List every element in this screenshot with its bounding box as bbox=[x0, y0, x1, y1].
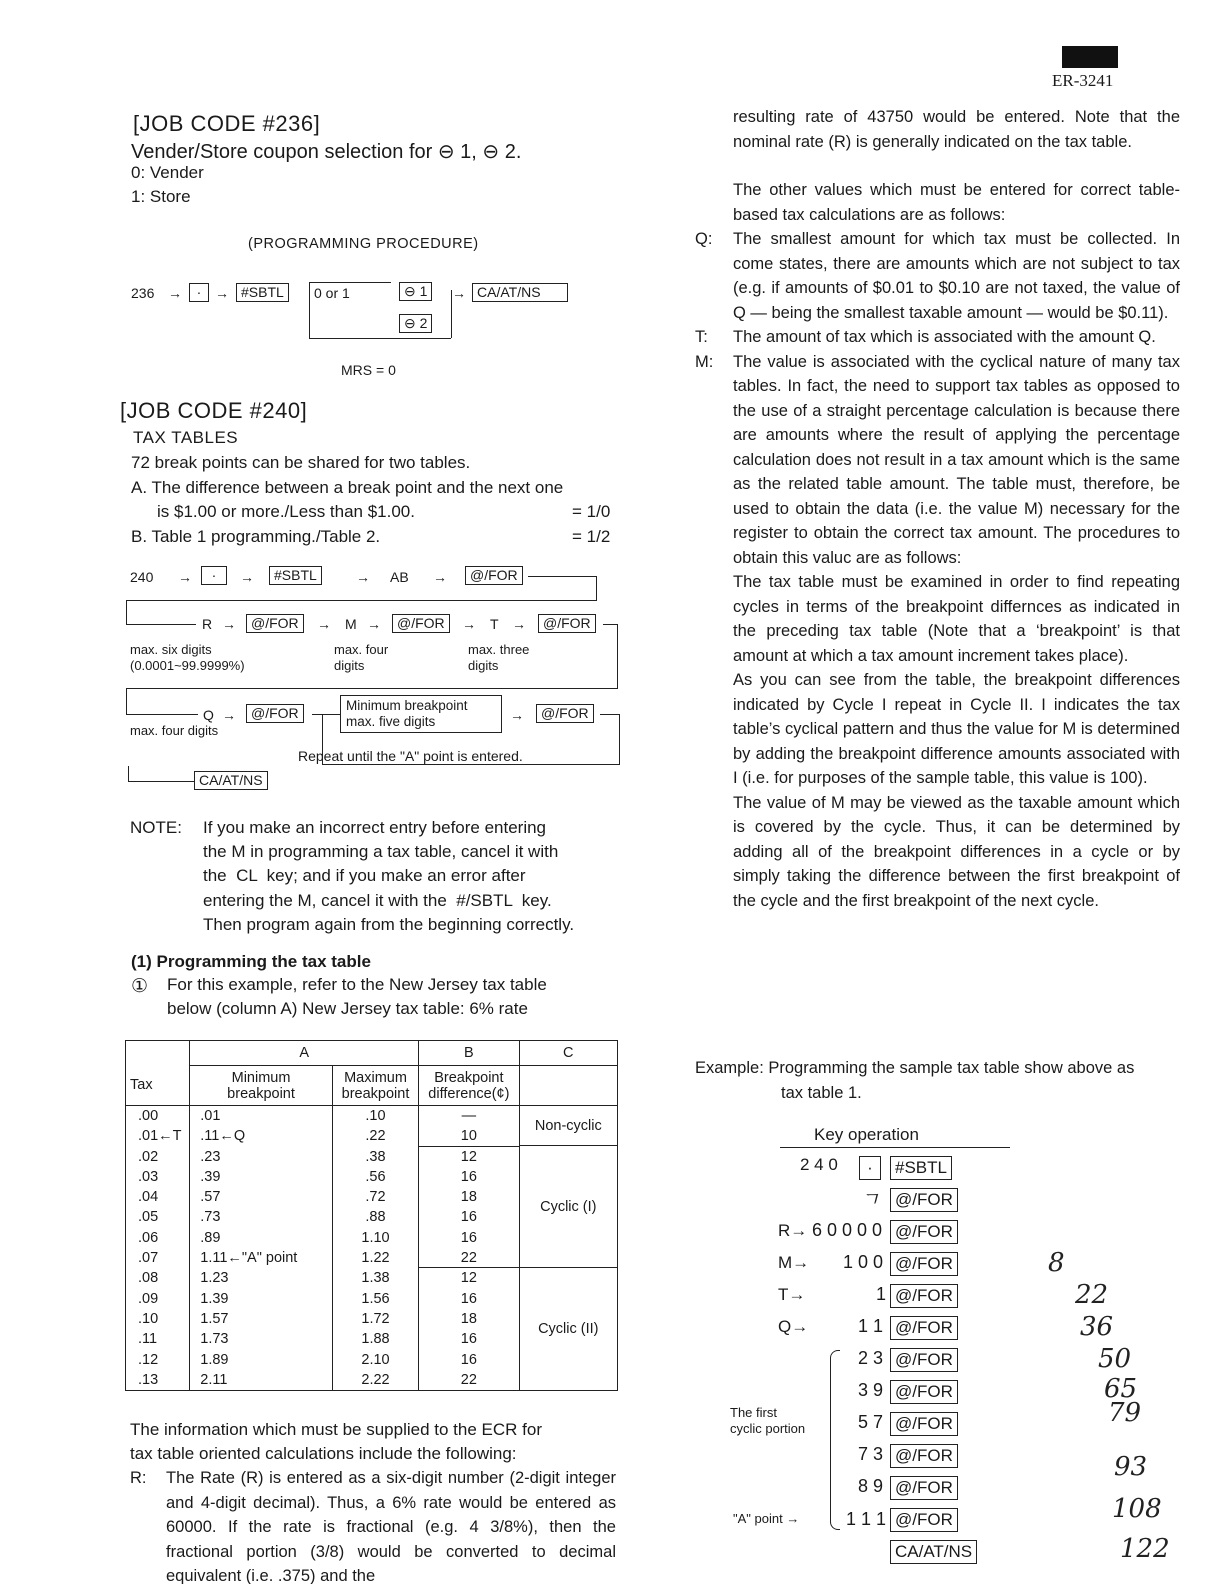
def-q-row bbox=[695, 227, 1180, 325]
flow240-row3-lead bbox=[126, 714, 198, 715]
note-line1: If you make an incorrect entry before entering bbox=[203, 818, 547, 837]
keyop-t-label: T→ bbox=[778, 1285, 806, 1304]
flow236-arrow2: → bbox=[215, 285, 229, 301]
note-line2: the M in programming a tax table, cancel it with bbox=[203, 842, 559, 861]
keyop-cyclic-value: 7 3 bbox=[858, 1444, 884, 1464]
keyop-first-cyclic-2: cyclic portion bbox=[730, 1421, 806, 1436]
keyop-cyclic-value: 8 9 bbox=[858, 1476, 884, 1496]
note-line3: the CL key; and if you make an error after bbox=[203, 866, 526, 885]
handwritten-note: 8 bbox=[1048, 1248, 1065, 1278]
tax-table-tax-col bbox=[126, 1106, 190, 1391]
section1-step2: below (column A) New Jersey tax table: 6% rate bbox=[167, 999, 528, 1018]
max-cell: 2.22 bbox=[361, 1371, 390, 1388]
tax-table-col-c: C bbox=[519, 1041, 617, 1066]
flow236-arrow1: → bbox=[168, 285, 182, 301]
keyop-caat-key: CA/AT/NS bbox=[890, 1540, 977, 1564]
max-cell: 1.10 bbox=[361, 1229, 390, 1246]
def-m-text bbox=[733, 350, 1180, 914]
tax-table-c-col bbox=[519, 1106, 617, 1391]
keyop-dot-key: · bbox=[859, 1156, 881, 1180]
flow240-q-note: max. four digits bbox=[130, 723, 219, 738]
flow240-ab: AB bbox=[390, 569, 409, 585]
handwritten-note: 36 bbox=[1080, 1312, 1114, 1342]
def-t-label: T: bbox=[695, 328, 708, 346]
tax-table-header-row bbox=[126, 1066, 618, 1106]
max-cell: .22 bbox=[365, 1128, 386, 1145]
tax-table-header-bp2: difference(¢) bbox=[428, 1085, 510, 1102]
max-cell: 2.10 bbox=[361, 1351, 390, 1368]
min-cell: .89 bbox=[200, 1229, 221, 1246]
keyop-hand-mark-ab: ㄱ bbox=[860, 1187, 880, 1211]
flow236-loop-left bbox=[309, 282, 310, 338]
model-logo-block bbox=[1062, 46, 1118, 68]
min-cell: 1.89 bbox=[200, 1351, 229, 1368]
min-cell: 1.11←"A" point bbox=[200, 1250, 298, 1267]
tax-cell: .03 bbox=[138, 1168, 159, 1185]
flow240-r-note1: max. six digits bbox=[130, 642, 212, 657]
keyop-for-key-cyclic: @/FOR bbox=[890, 1380, 958, 1404]
programming-procedure-title: (PROGRAMMING PROCEDURE) bbox=[248, 236, 479, 252]
flow240-arrow-q: → bbox=[222, 707, 236, 723]
flow240-arrow-t0: → bbox=[462, 616, 476, 632]
diff-cell: 22 bbox=[460, 1371, 477, 1388]
flow240-for-key-1: @/FOR bbox=[465, 566, 523, 585]
job240-lineA-value: = 1/0 bbox=[572, 502, 611, 521]
keyop-r-value: 6 0 0 0 0 bbox=[812, 1220, 883, 1240]
info-intro1: The information which must be supplied to the ECR for bbox=[130, 1420, 542, 1439]
info-r-row bbox=[130, 1466, 616, 1584]
tax-table-group-row bbox=[126, 1041, 618, 1066]
job236-subtitle: Vender/Store coupon selection for ⊖ 1, ⊖ 2. bbox=[131, 141, 522, 163]
flow240-t: T bbox=[490, 616, 499, 632]
flow240-connector-2l bbox=[126, 688, 127, 714]
keyop-cyclic-value: 2 3 bbox=[858, 1348, 884, 1368]
def-q-label: Q: bbox=[695, 230, 713, 248]
flow240-dot-key: · bbox=[201, 566, 227, 585]
example-text-2: tax table 1. bbox=[781, 1084, 862, 1102]
flow240-row2-lead bbox=[126, 624, 196, 625]
tax-cell: .09 bbox=[138, 1290, 159, 1307]
diff-cell: 18 bbox=[460, 1189, 477, 1206]
tax-cell: .04 bbox=[138, 1189, 159, 1206]
job236-title: [JOB CODE #236] bbox=[133, 111, 321, 136]
keyop-a-value: 1 1 1 bbox=[846, 1509, 887, 1529]
flow240-arrow4: → bbox=[433, 569, 447, 585]
tax-table-header-bp1: Breakpoint bbox=[434, 1069, 504, 1086]
flow240-for-key-r: @/FOR bbox=[246, 614, 304, 633]
tax-table-corner bbox=[126, 1041, 190, 1066]
tax-table-header-min2: breakpoint bbox=[227, 1085, 295, 1102]
keyop-for-key-r: @/FOR bbox=[890, 1220, 958, 1244]
keyop-q-value: 1 1 bbox=[858, 1316, 884, 1336]
handwritten-note: 108 bbox=[1112, 1494, 1162, 1524]
min-cell: .73 bbox=[200, 1209, 221, 1226]
right-other-values: The other values which must be entered for correct table-based tax calculations are as follows: bbox=[733, 181, 1180, 224]
flow240-connector-1b bbox=[126, 600, 597, 601]
tax-table-header-max2: breakpoint bbox=[341, 1085, 410, 1102]
flow236-arrow3: → bbox=[452, 285, 466, 301]
flow240-arrow-t: → bbox=[512, 616, 526, 632]
def-m-label: M: bbox=[695, 352, 714, 371]
flow240-r: R bbox=[202, 616, 213, 632]
min-cell: 2.11 bbox=[200, 1371, 228, 1388]
tax-cell: .07 bbox=[138, 1250, 159, 1267]
flow240-arrow-m0: → bbox=[317, 616, 331, 632]
flow236-mrs: MRS = 0 bbox=[341, 362, 396, 378]
right-definitions bbox=[695, 227, 1180, 913]
def-m-p1: The value is associated with the cyclical nature of many tax tables. In fact, the need to support tax tables as opposed to the use of a straight percentage calculation is because there are amounts where the result of applying the percentage calculation does not result in a tax amount which is the same as the related table amount. The table must, therefore, be used to obtain the data (i.e. the value M) necessary for the register to obtain the correct tax amount. The procedures to obtain this valuc are as follows: bbox=[733, 352, 1180, 567]
keyop-row-code bbox=[800, 1155, 838, 1175]
def-m-p4: The value of M may be viewed as the taxable amount which is covered by the cycle. Thus, it can be determined by adding all of the breakpoint differences in a cycle or by simply taking the difference between the first breakpoint of the cycle and the first breakpoint of the next cycle. bbox=[733, 793, 1180, 910]
flow236-minus2-key: ⊖ 2 bbox=[399, 314, 432, 333]
tax-cell: .01←T bbox=[138, 1128, 182, 1145]
keyop-brace bbox=[830, 1350, 840, 1530]
flow240-end-v bbox=[128, 766, 129, 782]
min-cell: 1.23 bbox=[200, 1270, 229, 1287]
keyop-a-point: "A" point → bbox=[733, 1511, 800, 1526]
flow236-loop-bottom bbox=[309, 338, 451, 339]
handwritten-note: 65 bbox=[1104, 1374, 1138, 1404]
tax-cell: .05 bbox=[138, 1209, 159, 1226]
max-cell: 1.22 bbox=[361, 1250, 390, 1267]
job236-option-1: 1: Store bbox=[131, 187, 191, 206]
flow240-repeat-right bbox=[619, 714, 620, 765]
diff-cell: 16 bbox=[460, 1351, 477, 1368]
note-line4: entering the M, cancel it with the #/SBTL key. bbox=[203, 891, 552, 910]
keyop-title: Key operation bbox=[814, 1125, 919, 1144]
flow240-connector-1l bbox=[126, 600, 127, 624]
handwritten-note: 50 bbox=[1098, 1344, 1132, 1374]
def-m-p2: The tax table must be examined in order to find repeating cycles in terms of the breakpoint differnces as indicated in the preceding tax table (Note that a ‘breakpoint’ is that amount at which a tax amount increment takes place). bbox=[733, 573, 1180, 665]
tax-table-header-min1: Minimum bbox=[231, 1069, 291, 1086]
keyop-code: 2 4 0 bbox=[800, 1155, 838, 1174]
flow240-sbtl-key: #SBTL bbox=[269, 566, 322, 585]
keyop-t-value: 1 bbox=[876, 1284, 887, 1304]
tax-table bbox=[125, 1040, 618, 1391]
max-cell: 1.88 bbox=[361, 1331, 390, 1348]
def-m-p3: As you can see from the table, the breakpoint differences indicated by Cycle I repeat in Cycle II. I indicates the tax table’s cyclical pattern and thus the value for M is determined by adding the breakpoint difference amounts associated with I (i.e. for purposes of the sample table, this value is 100). bbox=[733, 671, 1180, 787]
tax-cell: .13 bbox=[138, 1371, 159, 1388]
flow240-connector-1v bbox=[596, 576, 597, 600]
flow240-minbp-split bbox=[312, 714, 340, 715]
flow240-minbp-box bbox=[340, 695, 502, 733]
example-text: Programming the sample tax table show above as bbox=[768, 1059, 1135, 1077]
info-r-def bbox=[130, 1466, 616, 1584]
tax-table-diff-col bbox=[419, 1106, 519, 1391]
info-r-text: The Rate (R) is entered as a six-digit number (2-digit integer and 4-digit decimal). Thus, a 6% rate would be entered as 60000. If the rate is fractional (e.g. 4 3/8%), then the fractional portion (3/8) would be converted to decimal equivalent (i.e. .375) and the bbox=[166, 1469, 616, 1584]
min-cell: .11←Q bbox=[200, 1128, 246, 1145]
def-q-text: The smallest amount for which tax must be collected. In come states, there are amounts which are not subject to tax (e.g. if amounts of $0.01 to $0.10 are not taxed, the value of Q — being the smallest taxable amount — would be $0.11). bbox=[733, 230, 1180, 322]
note-label: NOTE: bbox=[130, 818, 182, 837]
flow240-q: Q bbox=[203, 707, 214, 723]
keyop-cyclic-value: 5 7 bbox=[858, 1412, 884, 1432]
max-cell: 1.56 bbox=[361, 1290, 390, 1307]
handwritten-note: 93 bbox=[1114, 1452, 1148, 1482]
keyop-for-key-m: @/FOR bbox=[890, 1252, 958, 1276]
job240-lineB-value: = 1/2 bbox=[572, 527, 611, 546]
keyop-m-label: M→ bbox=[778, 1253, 810, 1272]
flow236-dot-key: · bbox=[189, 283, 209, 302]
def-t-text: The amount of tax which is associated with the amount Q. bbox=[733, 328, 1156, 346]
tax-cell: .12 bbox=[138, 1351, 159, 1368]
flow236-minus1-key: ⊖ 1 bbox=[399, 282, 432, 301]
keyop-first-cyclic-1: The first bbox=[730, 1405, 777, 1420]
tax-table-header-max1: Maximum bbox=[344, 1069, 407, 1086]
tax-table-header-tax: Tax bbox=[126, 1066, 190, 1106]
job240-lineA: A. The difference between a break point and the next one bbox=[131, 478, 564, 497]
min-cell: .39 bbox=[200, 1168, 221, 1185]
flow240-connector-1h bbox=[528, 576, 596, 577]
info-r-label: R: bbox=[130, 1469, 147, 1487]
flow236-code: 236 bbox=[131, 285, 155, 301]
flow240-minbp-line1: Minimum breakpoint bbox=[346, 698, 468, 713]
diff-cell: — bbox=[461, 1108, 477, 1124]
tax-table-min-col bbox=[190, 1106, 333, 1391]
tax-table-header-bp bbox=[419, 1066, 519, 1106]
flow240-repeat-bottom bbox=[322, 764, 620, 765]
flow240-caat-key: CA/AT/NS bbox=[194, 771, 268, 790]
min-cell: 1.73 bbox=[200, 1331, 229, 1348]
min-cell: .57 bbox=[200, 1189, 221, 1206]
tax-table-header-min bbox=[190, 1066, 333, 1106]
tax-cell: .08 bbox=[138, 1270, 159, 1287]
handwritten-note: 22 bbox=[1075, 1280, 1109, 1310]
job236-option-0: 0: Vender bbox=[131, 163, 204, 182]
flow240-r-note2: (0.0001~99.9999%) bbox=[130, 658, 245, 673]
flow240-arrow-r: → bbox=[222, 616, 236, 632]
tax-cell: .11 bbox=[138, 1331, 158, 1348]
flow236-sbtl-key: #SBTL bbox=[236, 283, 289, 302]
flow240-for-key-t: @/FOR bbox=[538, 614, 596, 633]
job240-title: [JOB CODE #240] bbox=[120, 398, 308, 423]
handwritten-note: 122 bbox=[1120, 1534, 1170, 1564]
flow240-connector-2v bbox=[617, 624, 618, 688]
diff-cell: 16 bbox=[460, 1331, 477, 1348]
handwritten-note: 79 bbox=[1108, 1398, 1142, 1428]
diff-cell: 16 bbox=[460, 1209, 477, 1226]
flow240-m: M bbox=[345, 616, 357, 632]
flow240-m-note2: digits bbox=[334, 658, 365, 673]
keyop-for-key-cyclic: @/FOR bbox=[890, 1476, 958, 1500]
flow240-t-note2: digits bbox=[468, 658, 499, 673]
keyop-sbtl-key: #SBTL bbox=[890, 1156, 952, 1180]
min-cell: 1.39 bbox=[200, 1290, 229, 1307]
tax-table-col-b: B bbox=[419, 1041, 519, 1066]
tax-table-body bbox=[126, 1106, 618, 1391]
flow240-code: 240 bbox=[130, 569, 154, 585]
diff-cell: 16 bbox=[460, 1290, 477, 1307]
flow240-arrow-m: → bbox=[367, 616, 381, 632]
flow240-for-key-m: @/FOR bbox=[392, 614, 450, 633]
max-cell: .56 bbox=[365, 1168, 386, 1185]
tax-cell: .02 bbox=[138, 1148, 159, 1165]
note-line5: Then program again from the beginning correctly. bbox=[203, 915, 575, 934]
diff-cell: 12 bbox=[460, 1270, 477, 1287]
tax-table-c-cyclic1: Cyclic (I) bbox=[520, 1146, 617, 1268]
flow240-for-key-q: @/FOR bbox=[246, 704, 304, 723]
max-cell: .88 bbox=[365, 1209, 386, 1226]
min-cell: .23 bbox=[200, 1148, 221, 1165]
flow240-m-note1: max. four bbox=[334, 642, 389, 657]
min-cell: 1.57 bbox=[200, 1310, 229, 1327]
keyop-for-key-q: @/FOR bbox=[890, 1316, 958, 1340]
section1-step1: For this example, refer to the New Jersey tax table bbox=[167, 975, 547, 994]
tax-cell: .00 bbox=[138, 1108, 159, 1124]
max-cell: .38 bbox=[365, 1148, 386, 1165]
tax-table-c-noncyclic: Non-cyclic bbox=[520, 1106, 617, 1146]
keyop-title-underline bbox=[780, 1147, 1010, 1148]
flow240-connector-2b bbox=[126, 688, 618, 689]
flow236-choice: 0 or 1 bbox=[314, 285, 350, 301]
tax-table-max-col bbox=[332, 1106, 418, 1391]
flow240-arrow3: → bbox=[356, 569, 370, 585]
example-row bbox=[695, 1056, 1185, 1081]
model-number: ER-3241 bbox=[1052, 71, 1114, 90]
diff-cell: 22 bbox=[419, 1248, 518, 1268]
tax-table-header-c bbox=[519, 1066, 617, 1106]
tax-table-header-max bbox=[332, 1066, 418, 1106]
diff-cell: 10 bbox=[419, 1126, 518, 1146]
max-cell: .72 bbox=[365, 1189, 386, 1206]
tax-table-c-cyclic2: Cyclic (II) bbox=[538, 1321, 599, 1337]
def-m-row bbox=[695, 350, 1180, 914]
job240-lineA2: is $1.00 or more./Less than $1.00. bbox=[157, 502, 415, 521]
keyop-for-key-cyclic: @/FOR bbox=[890, 1444, 958, 1468]
flow240-minbp-line2: max. five digits bbox=[346, 714, 436, 729]
keyop-for-key-ab: @/FOR bbox=[890, 1188, 958, 1212]
flow240-connector-2h bbox=[603, 624, 618, 625]
def-t-row bbox=[695, 325, 1180, 350]
keyop-for-key-cyclic: @/FOR bbox=[890, 1348, 958, 1372]
job240-lineB: B. Table 1 programming./Table 2. bbox=[131, 527, 381, 546]
flow240-arrow2: → bbox=[240, 569, 254, 585]
keyop-cyclic-value: 3 9 bbox=[858, 1380, 884, 1400]
flow240-for-key-minbp: @/FOR bbox=[536, 704, 594, 723]
flow240-arrow1: → bbox=[178, 569, 192, 585]
keyop-for-key-cyclic: @/FOR bbox=[890, 1412, 958, 1436]
min-cell: .01 bbox=[200, 1108, 221, 1124]
flow236-loop-top bbox=[309, 282, 391, 283]
flow236-caat-key: CA/AT/NS bbox=[472, 283, 568, 302]
flow240-repeat-top bbox=[600, 714, 620, 715]
keyop-m-value: 1 0 0 bbox=[843, 1252, 884, 1272]
diff-cell: 16 bbox=[460, 1168, 477, 1185]
flow236-loop-right bbox=[451, 290, 452, 338]
diff-cell: 18 bbox=[460, 1310, 477, 1327]
section1-title: (1) Programming the tax table bbox=[131, 952, 371, 971]
job240-line1: 72 break points can be shared for two tables. bbox=[131, 453, 471, 472]
keyop-for-key-t: @/FOR bbox=[890, 1284, 958, 1308]
max-cell: 1.72 bbox=[361, 1310, 390, 1327]
flow240-repeat-text: Repeat until the "A" point is entered. bbox=[298, 748, 523, 764]
flow240-end-h bbox=[128, 781, 194, 782]
max-cell: 1.38 bbox=[361, 1270, 390, 1287]
tax-table-col-a: A bbox=[190, 1041, 419, 1066]
section1-step-icon: ① bbox=[131, 976, 149, 997]
diff-cell: 12 bbox=[460, 1148, 477, 1165]
tax-cell: .06 bbox=[138, 1229, 159, 1246]
keyop-q-label: Q→ bbox=[778, 1317, 809, 1336]
tax-cell: .10 bbox=[138, 1310, 159, 1327]
flow240-arrow-minbp: → bbox=[510, 707, 524, 723]
info-intro2: tax table oriented calculations include the following: bbox=[130, 1444, 517, 1463]
flow240-t-note1: max. three bbox=[468, 642, 530, 657]
max-cell: .10 bbox=[365, 1108, 386, 1124]
keyop-for-key-a: @/FOR bbox=[890, 1508, 958, 1532]
job240-subtitle: TAX TABLES bbox=[133, 428, 239, 447]
diff-cell: 16 bbox=[460, 1229, 477, 1246]
example-label: Example: bbox=[695, 1059, 764, 1077]
keyop-r-label: R→ bbox=[778, 1221, 808, 1240]
right-continuation: resulting rate of 43750 would be entered. Note that the nominal rate (R) is generally indicated on the tax table. bbox=[733, 108, 1180, 151]
